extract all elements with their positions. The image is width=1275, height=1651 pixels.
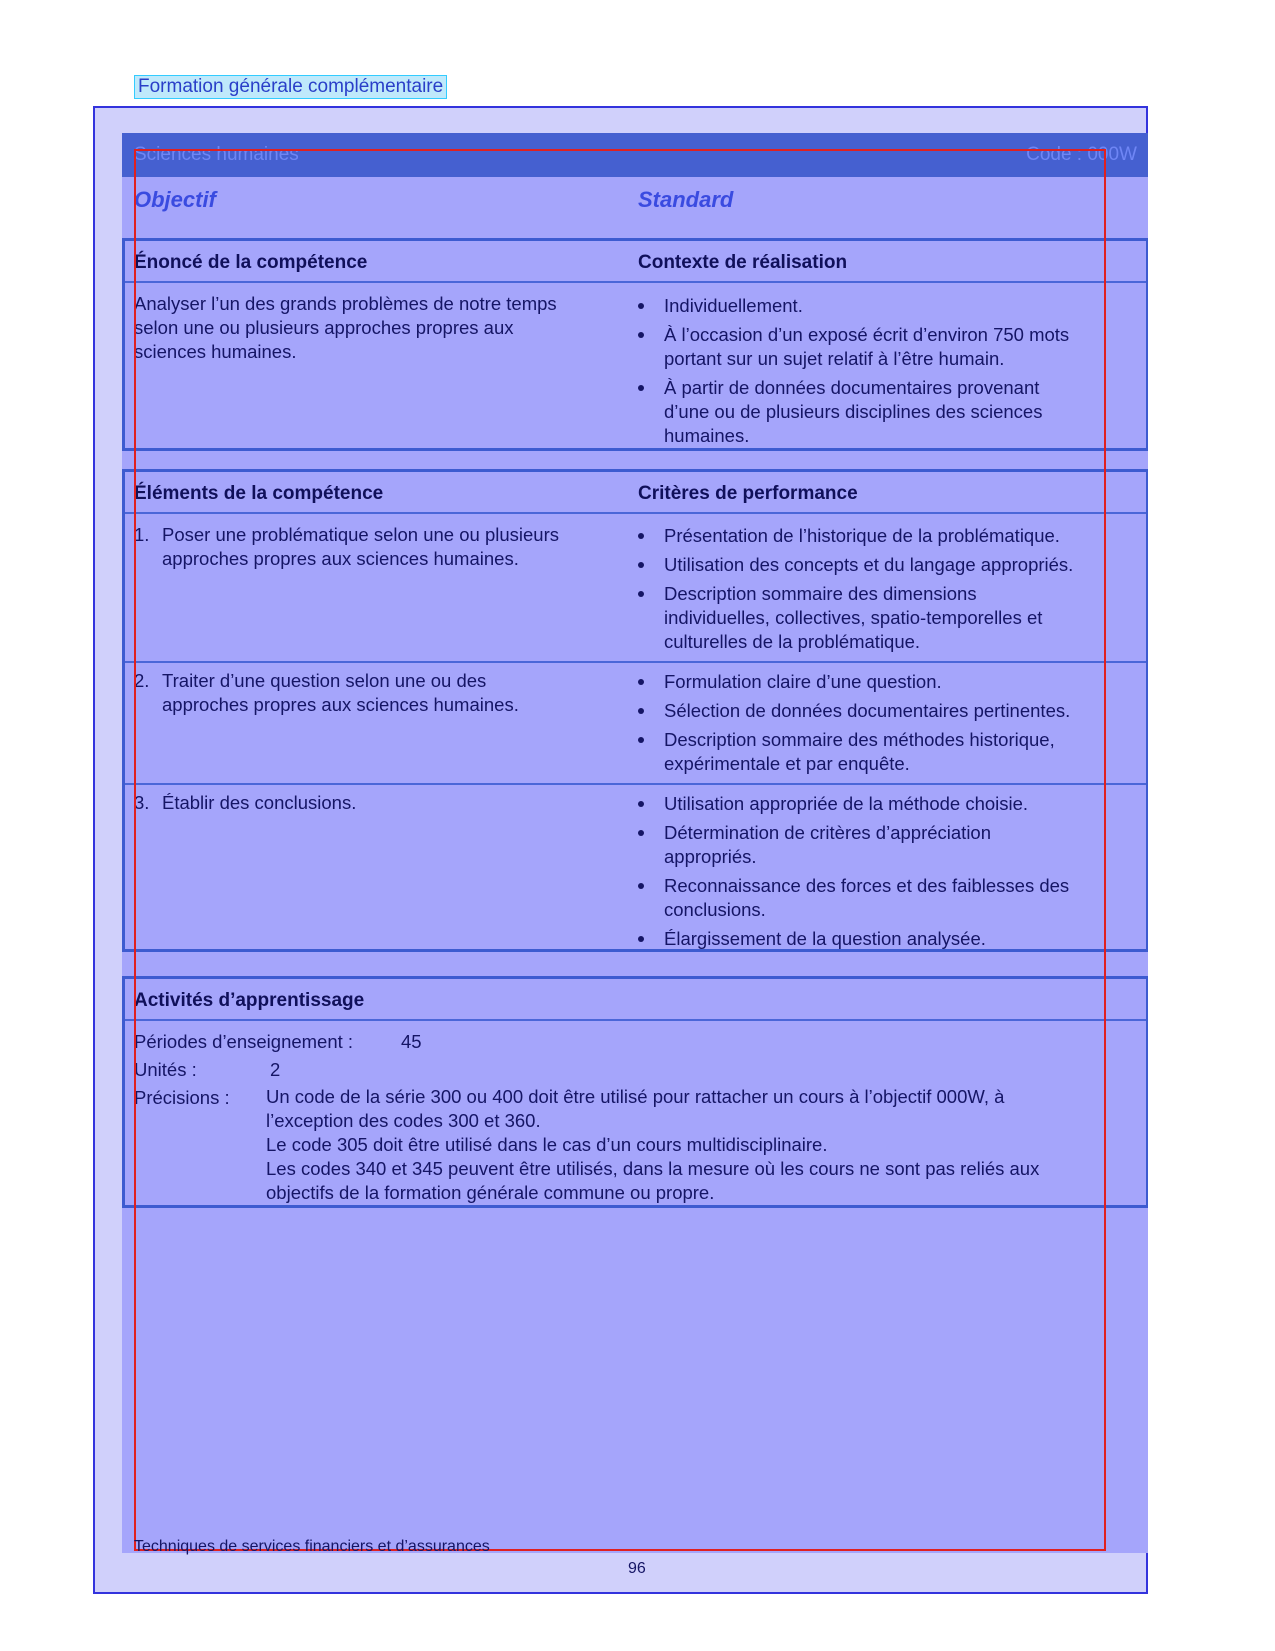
row-divider (125, 783, 1146, 785)
list-item: À partir de données documentaires provenant d’une ou de plusieurs disciplines des sciences humaines. (634, 376, 1134, 448)
element-2: 2. Traiter d’une question selon une ou des approches propres aux sciences humaines. (134, 670, 519, 715)
periods-value: 45 (401, 1031, 422, 1052)
elements-heading: Éléments de la compétence (134, 483, 384, 504)
section-learning-activities (122, 976, 1148, 1208)
column-heading-objectif: Objectif (134, 187, 216, 212)
context-heading: Contexte de réalisation (638, 252, 848, 273)
list-item: Formulation claire d’une question. (634, 670, 1134, 694)
criteria-heading: Critères de performance (638, 483, 858, 504)
column-heading-standard: Standard (638, 187, 734, 212)
list-item: Utilisation appropriée de la méthode choisie. (634, 792, 1134, 816)
list-item: Reconnaissance des forces et des faiblesses des conclusions. (634, 874, 1134, 922)
section-header (125, 241, 1146, 283)
list-item: Description sommaire des méthodes historique, expérimentale et par enquête. (634, 728, 1134, 776)
units-label: Unités : (134, 1059, 197, 1080)
context-list (634, 294, 1134, 453)
list-item: Individuellement. (634, 294, 1134, 318)
document-label: Formation générale complémentaire (134, 75, 447, 99)
list-item: Détermination de critères d’appréciation appropriés. (634, 821, 1134, 869)
section-competence-statement (122, 238, 1148, 451)
periods-label: Périodes d’enseignement : (134, 1031, 354, 1052)
criteria-list-1 (634, 524, 1134, 659)
row-divider (125, 661, 1146, 663)
criteria-list-2 (634, 670, 1134, 781)
list-item: Présentation de l’historique de la problématique. (634, 524, 1134, 548)
list-item: Élargissement de la question analysée. (634, 927, 1134, 951)
footer-program: Techniques de services financiers et d’assurances (134, 1538, 490, 1555)
units-value: 2 (270, 1059, 281, 1080)
activities-heading: Activités d’apprentissage (134, 990, 365, 1011)
section-header (125, 979, 1146, 1021)
list-item: À l’occasion d’un exposé écrit d’environ 750 mots portant sur un sujet relatif à l’être humain. (634, 323, 1134, 371)
element-3: 3. Établir des conclusions. (134, 792, 357, 813)
list-item: Description sommaire des dimensions individuelles, collectives, spatio-temporelles et culturelles de la problématique. (634, 582, 1134, 654)
section-header (125, 472, 1146, 514)
list-item: Utilisation des concepts et du langage appropriés. (634, 553, 1134, 577)
element-1: 1. Poser une problématique selon une ou plusieurs approches propres aux sciences humaines. (134, 524, 559, 569)
criteria-list-3 (634, 792, 1134, 956)
page-number: 96 (628, 1560, 646, 1577)
section-competence-elements (122, 469, 1148, 952)
precisions-label: Précisions : (134, 1087, 230, 1108)
list-item: Sélection de données documentaires pertinentes. (634, 699, 1134, 723)
header-code: Code : 000W (1026, 144, 1137, 165)
competence-statement: Analyser l’un des grands problèmes de notre temps selon une ou plusieurs approches propres aux sciences humaines. (134, 293, 557, 362)
statement-heading: Énoncé de la compétence (134, 252, 368, 273)
precisions-text: Un code de la série 300 ou 400 doit être utilisé pour rattacher un cours à l’objectif 000W, à l’exception des codes 300 et 360. Le code 305 doit être utilisé dans le cas d’un cours multidisciplinaire. Les codes 340 et 345 peuvent être utilisés, dans la mesure où les cours ne sont pas reliés aux objectifs de la formation générale commune ou propre. (266, 1086, 1040, 1203)
header-discipline: Sciences humaines (134, 144, 299, 165)
